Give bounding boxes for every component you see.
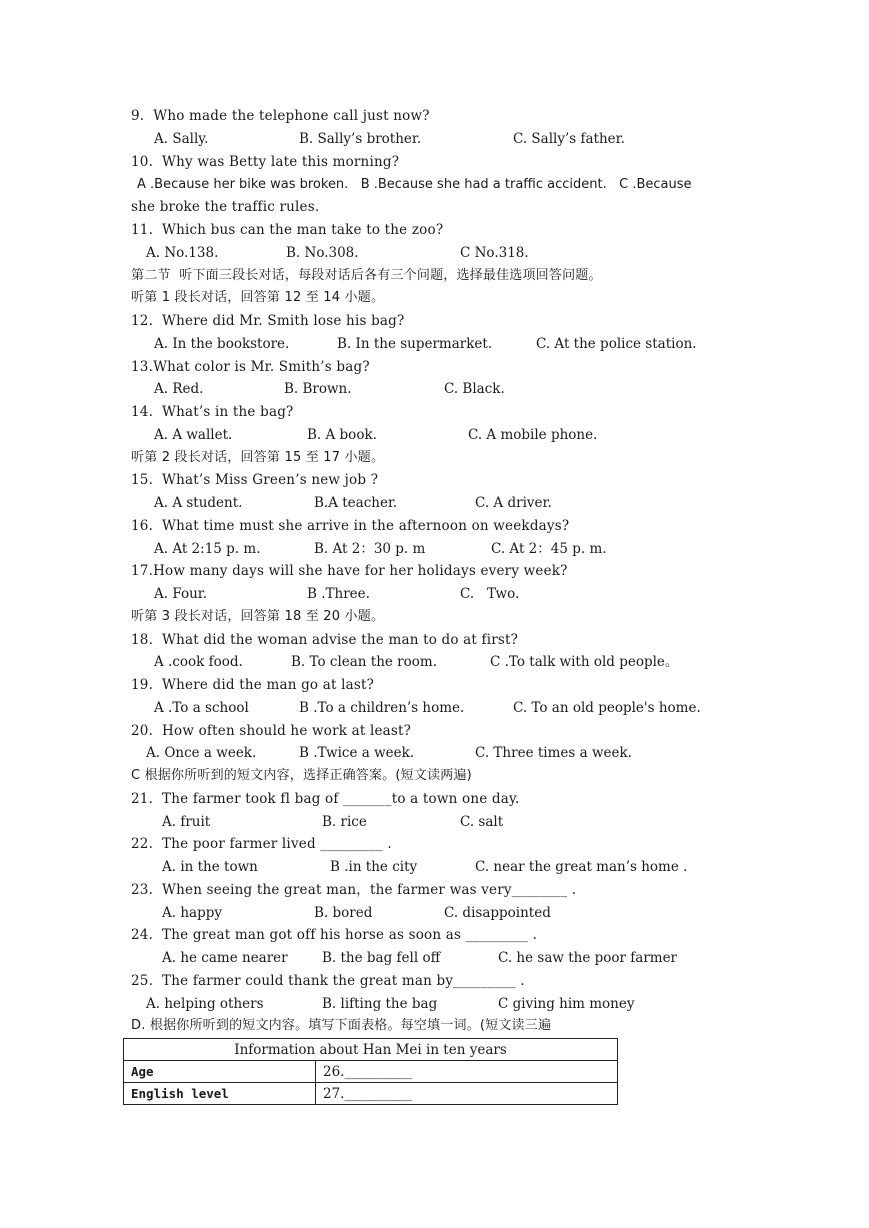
option-b: B. rice [322, 814, 367, 830]
options-9 [154, 129, 625, 149]
question-25: 25. The farmer could thank the great man by_________ . [131, 973, 525, 989]
option-c: C. he saw the poor farmer [498, 950, 678, 966]
option-c: C. disappointed [444, 905, 551, 921]
option-a: A. he came nearer [162, 950, 288, 966]
question-13: 13.What color is Mr. Smith’s bag? [131, 359, 370, 375]
option-c: C No.318. [460, 245, 529, 261]
option-c: C. near the great man’s home . [475, 859, 688, 875]
option-a: A. No.138. [146, 245, 219, 261]
question-23: 23. When seeing the great man，the farmer was very________ . [131, 882, 577, 898]
row-answer-blank: 27.__________ [316, 1083, 618, 1105]
options-23 [162, 903, 551, 923]
option-a: A .cook food. [154, 654, 243, 670]
part-c-heading: C 根据你所听到的短文内容，选择正确答案。(短文读两遍) [131, 768, 472, 783]
option-b: B .Twice a week. [299, 745, 415, 761]
table-row [124, 1061, 618, 1083]
question-20: 20. How often should he work at least? [131, 723, 412, 739]
option-a: A. In the bookstore. [154, 336, 290, 352]
option-c: C. At 2：45 p. m. [491, 541, 607, 557]
option-a: A. Four. [154, 586, 208, 602]
option-b: B. Brown. [284, 381, 352, 397]
option-a: A. Red. [154, 381, 204, 397]
question-19: 19. Where did the man go at last? [131, 677, 375, 693]
option-a: A. helping others [146, 996, 264, 1012]
option-c: C. Two. [460, 586, 520, 602]
option-b: B. To clean the room. [291, 654, 437, 670]
option-b: B .Three. [307, 586, 370, 602]
option-b: B. the bag fell off [322, 950, 441, 966]
options-18 [154, 652, 679, 672]
option-c: C. salt [460, 814, 504, 830]
row-answer-blank: 26.__________ [316, 1061, 618, 1083]
option-c: C. A driver. [475, 495, 552, 511]
table-title: Information about Han Mei in ten years [124, 1039, 618, 1061]
table-header-row [124, 1039, 618, 1061]
row-label: English level [124, 1083, 316, 1105]
question-22: 22. The poor farmer lived _________ . [131, 836, 392, 852]
option-a: A. Once a week. [146, 745, 257, 761]
option-b: B. bored [314, 905, 373, 921]
part-d-heading: D. 根据你所听到的短文内容。填写下面表格。每空填一词。(短文读三遍 [131, 1018, 552, 1033]
option-b: B. Sally’s brother. [299, 131, 422, 147]
options-10-cont: she broke the traffic rules. [131, 199, 320, 215]
info-table [123, 1038, 618, 1105]
question-9: 9. Who made the telephone call just now? [131, 108, 430, 124]
option-c: C .To talk with old people。 [490, 654, 679, 670]
option-a: A. Sally. [154, 131, 209, 147]
option-b: B.A teacher. [314, 495, 398, 511]
options-20 [146, 743, 632, 763]
option-a: A. in the town [162, 859, 258, 875]
options-16 [154, 539, 607, 559]
question-11: 11. Which bus can the man take to the zoo? [131, 222, 444, 238]
option-b: B .in the city [330, 859, 418, 875]
question-21: 21. The farmer took fl bag of _______to a town one day. [131, 791, 520, 807]
options-13 [154, 379, 505, 399]
option-b: B. At 2：30 p. m [314, 541, 426, 557]
question-10: 10. Why was Betty late this morning? [131, 154, 400, 170]
option-c: C giving him money [498, 996, 635, 1012]
options-25 [146, 994, 635, 1014]
question-14: 14. What’s in the bag? [131, 404, 294, 420]
option-b: B. In the supermarket. [337, 336, 493, 352]
option-b: B. A book. [307, 427, 377, 443]
option-c: C. At the police station. [536, 336, 697, 352]
option-c: C. Three times a week. [475, 745, 632, 761]
options-22 [162, 857, 688, 877]
options-15 [154, 493, 552, 513]
option-c: C. To an old people's home. [513, 700, 701, 716]
options-14 [154, 425, 598, 445]
dialog-3-heading: 听第 3 段长对话，回答第 18 至 20 小题。 [131, 609, 385, 624]
table-row [124, 1083, 618, 1105]
option-a: A. A wallet. [154, 427, 233, 443]
question-15: 15. What’s Miss Green’s new job ? [131, 472, 379, 488]
option-a: A. fruit [162, 814, 211, 830]
options-21 [162, 812, 504, 832]
option-b: B. lifting the bag [322, 996, 438, 1012]
options-19 [154, 698, 701, 718]
question-18: 18. What did the woman advise the man to do at first? [131, 632, 519, 648]
question-12: 12. Where did Mr. Smith lose his bag? [131, 313, 405, 329]
row-label: Age [124, 1061, 316, 1083]
option-a: A. happy [162, 905, 222, 921]
option-b: B. No.308. [286, 245, 359, 261]
section-2-heading: 第二节 听下面三段长对话，每段对话后各有三个问题，选择最佳选项回答问题。 [131, 268, 602, 283]
option-c: C. Black. [444, 381, 505, 397]
option-b: B .To a children’s home. [299, 700, 465, 716]
options-17 [154, 584, 520, 604]
question-16: 16. What time must she arrive in the afternoon on weekdays? [131, 518, 570, 534]
options-24 [162, 948, 678, 968]
options-12 [154, 334, 697, 354]
options-11 [146, 243, 529, 263]
option-c: C. Sally’s father. [513, 131, 625, 147]
question-17: 17.How many days will she have for her holidays every week? [131, 563, 568, 579]
options-10: A .Because her bike was broken. B .Because she had a traffic accident. C .Because [137, 177, 692, 192]
question-24: 24. The great man got off his horse as soon as _________ . [131, 927, 538, 943]
dialog-1-heading: 听第 1 段长对话，回答第 12 至 14 小题。 [131, 290, 385, 305]
option-a: A. A student. [154, 495, 243, 511]
option-c: C. A mobile phone. [468, 427, 598, 443]
option-a: A .To a school [154, 700, 249, 716]
option-a: A. At 2:15 p. m. [154, 541, 261, 557]
dialog-2-heading: 听第 2 段长对话，回答第 15 至 17 小题。 [131, 450, 385, 465]
